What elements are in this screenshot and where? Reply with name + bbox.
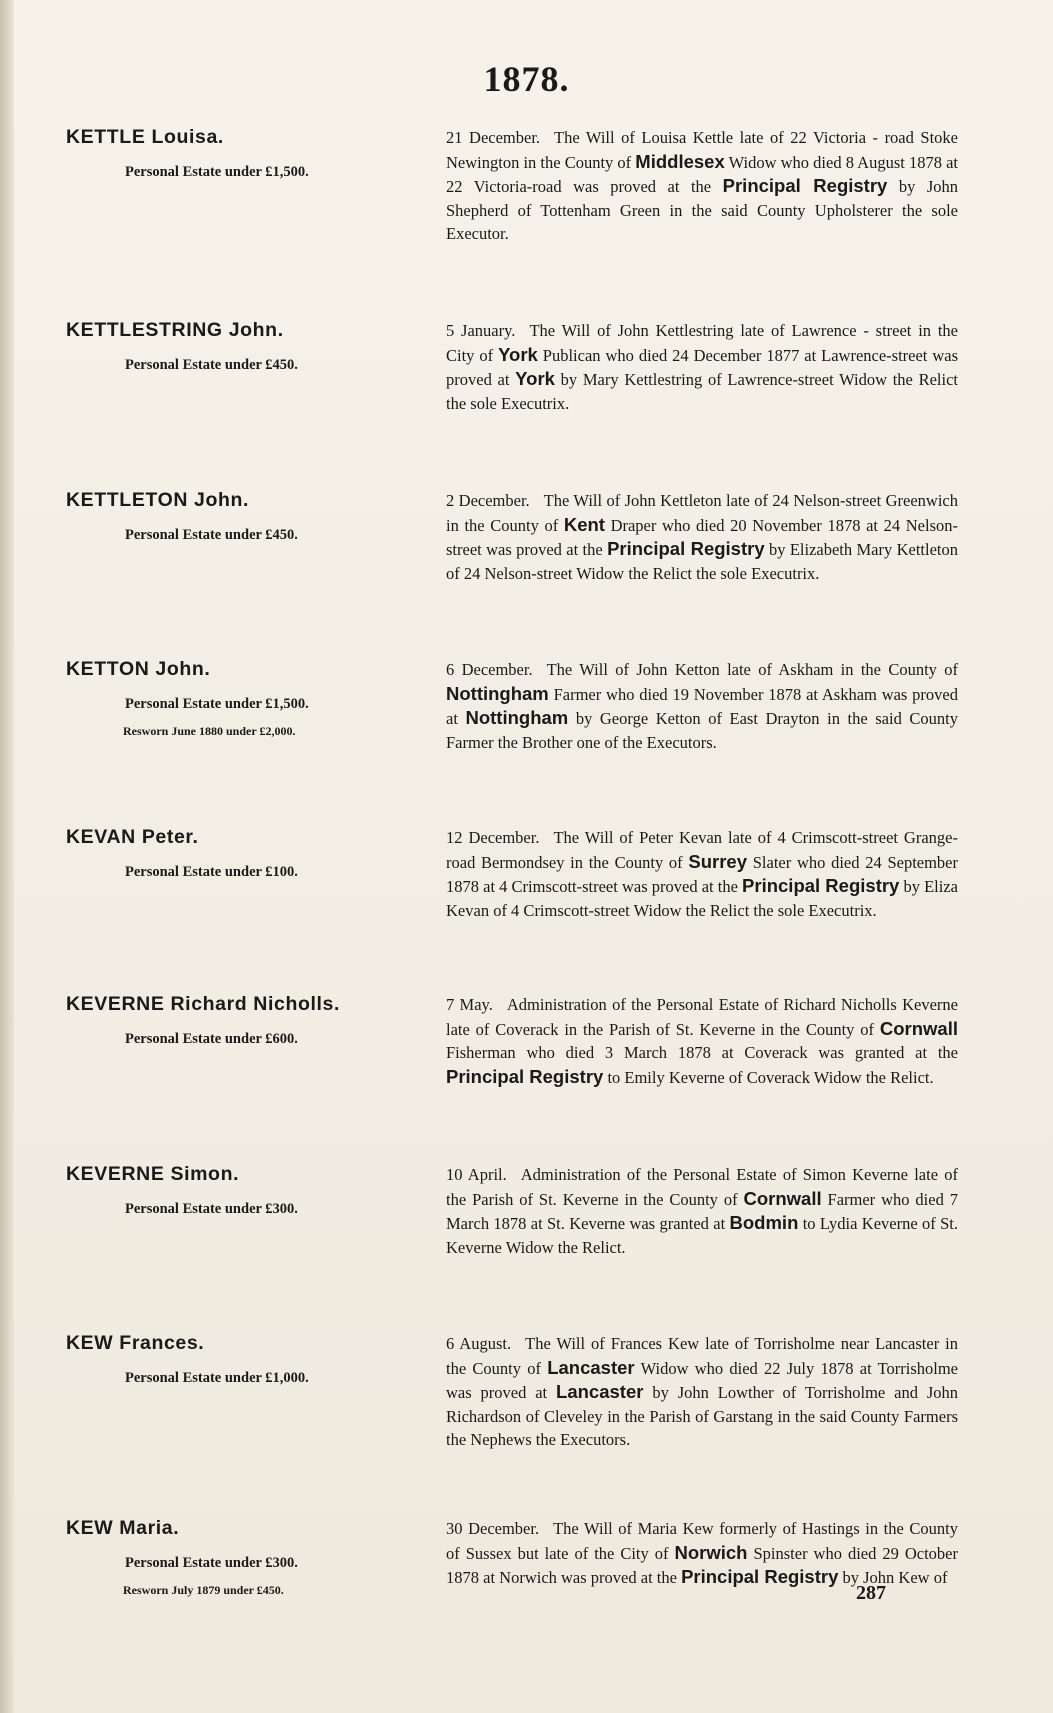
place-name: Lancaster <box>556 1381 644 1403</box>
place-name: Cornwall <box>743 1187 822 1209</box>
place-name: Principal Registry <box>607 538 765 560</box>
entry-text-segment: The Will of Frances Kew late of Torrisholme near Lancaster in the County of <box>446 1334 958 1378</box>
page-number: 287 <box>856 1582 886 1604</box>
place-name: Norwich <box>674 1541 748 1563</box>
entry-text-segment: by John Lowther of Torrisholme and John Richardson of Cleveley in the Parish of Garstang in the said County Farmers the Nephews the Executors. <box>446 1383 958 1450</box>
place-name: Nottingham <box>446 682 549 704</box>
entry-text-segment: Fisherman who died 3 March 1878 at Coverack was granted at the <box>446 1043 958 1063</box>
entry-estate: Personal Estate under £300. <box>125 1201 298 1217</box>
entry-text <box>446 489 958 585</box>
entry-text-segment: Widow who died 22 July 1878 at Torrisholme was proved at <box>446 1358 959 1403</box>
entry-date: 2 December. <box>446 491 530 510</box>
place-name: Bodmin <box>729 1212 799 1234</box>
entry-date: 12 December. <box>446 828 540 847</box>
entry-text-segment: by John Shepherd of Tottenham Green in the said County Upholsterer the sole Executor. <box>446 177 958 244</box>
entry-text <box>446 826 958 922</box>
entry-text <box>446 1517 958 1590</box>
entry-name: KETTLESTRING John. <box>66 319 284 341</box>
entry-text-segment: by John Kew of <box>838 1568 948 1588</box>
entry-text-segment: Farmer who died 7 March 1878 at St. Keverne was granted at <box>446 1189 958 1234</box>
entry-text-segment: The Will of John Kettleton late of 24 Nelson-street Greenwich in the County of <box>446 491 958 535</box>
entry-estate: Personal Estate under £100. <box>125 864 298 880</box>
entry-text-segment: Administration of the Personal Estate of Richard Nicholls Keverne late of Coverack in the Parish of St. Keverne in the County of <box>446 995 958 1039</box>
entry-text-segment: by Mary Kettlestring of Lawrence-street Widow the Relict the sole Executrix. <box>446 370 958 413</box>
entry-date: 6 August. <box>446 1334 512 1353</box>
place-name: York <box>498 343 538 365</box>
entry-date: 7 May. <box>446 995 493 1014</box>
entry-text <box>446 1332 958 1452</box>
place-name: Surrey <box>688 850 748 872</box>
place-name: York <box>515 368 555 390</box>
entry-text <box>446 1163 958 1259</box>
entry-estate: Personal Estate under £450. <box>125 357 298 373</box>
entry-text-segment: Slater who died 24 September 1878 at 4 Crimscott-street was proved at the <box>446 852 959 897</box>
entry-name: KEW Maria. <box>66 1517 180 1539</box>
entry-text-segment: Spinster who died 29 October 1878 at Norwich was proved at the <box>446 1543 958 1588</box>
entry-name: KETTLE Louisa. <box>66 126 224 148</box>
entry-name: KEW Frances. <box>66 1332 205 1354</box>
entry-text-segment: The Will of Louisa Kettle late of 22 Victoria - road Stoke Newington in the County of <box>446 128 958 172</box>
entry-date: 30 December. <box>446 1519 540 1538</box>
entry-text-segment: The Will of Maria Kew formerly of Hastings in the County of Sussex but late of the City of <box>446 1519 958 1563</box>
entry-resworn: Resworn July 1879 under £450. <box>123 1583 284 1597</box>
entry-text <box>446 658 958 754</box>
entry-name: KETTLETON John. <box>66 489 250 511</box>
entry-name: KEVAN Peter. <box>66 826 199 848</box>
entry-resworn: Resworn June 1880 under £2,000. <box>123 724 296 738</box>
entry-text-segment: Draper who died 20 November 1878 at 24 Nelson-street was proved at the <box>446 515 958 560</box>
entry-estate: Personal Estate under £1,500. <box>125 164 309 180</box>
entry-date: 5 January. <box>446 321 516 340</box>
place-name: Middlesex <box>635 150 725 172</box>
entry-estate: Personal Estate under £300. <box>125 1555 298 1571</box>
entry-text-segment: The Will of John Ketton late of Askham in the County of <box>546 660 958 679</box>
entry-text-segment: Publican who died 24 December 1877 at Lawrence-street was proved at <box>446 345 958 390</box>
entry-text-segment: to Lydia Keverne of St. Keverne Widow the Relict. <box>446 1214 959 1257</box>
entry-text-segment: Administration of the Personal Estate of Simon Keverne late of the Parish of St. Keverne in the County of <box>446 1165 958 1209</box>
page-year-heading: 1878. <box>483 59 570 99</box>
entry-name: KEVERNE Richard Nicholls. <box>66 993 340 1015</box>
place-name: Cornwall <box>879 1017 958 1039</box>
entry-estate: Personal Estate under £450. <box>125 527 298 543</box>
entry-text <box>446 993 958 1089</box>
entry-estate: Personal Estate under £600. <box>125 1031 298 1047</box>
entry-text <box>446 126 958 246</box>
entry-text-segment: The Will of John Kettlestring late of Lawrence - street in the City of <box>446 321 958 365</box>
entry-text-segment: to Emily Keverne of Coverack Widow the Relict. <box>603 1067 934 1087</box>
entry-text-segment: Widow who died 8 August 1878 at 22 Victoria-road was proved at the <box>446 152 958 197</box>
place-name: Lancaster <box>547 1356 635 1378</box>
entry-text-segment: by George Ketton of East Drayton in the said County Farmer the Brother one of the Executors. <box>446 709 958 752</box>
page-edge-shadow <box>0 0 14 1713</box>
entry-text-segment: by Eliza Kevan of 4 Crimscott-street Widow the Relict the sole Executrix. <box>446 877 958 920</box>
entry-text-segment: Farmer who died 19 November 1878 at Askham was proved at <box>446 684 958 729</box>
entry-text <box>446 319 958 415</box>
entry-estate: Personal Estate under £1,000. <box>125 1370 309 1386</box>
place-name: Nottingham <box>465 707 569 729</box>
entry-date: 21 December. <box>446 128 541 147</box>
entry-date: 6 December. <box>446 660 533 679</box>
place-name: Principal Registry <box>446 1065 604 1087</box>
entry-name: KEVERNE Simon. <box>66 1163 240 1185</box>
entry-name: KETTON John. <box>66 658 211 680</box>
entry-text-segment: The Will of Peter Kevan late of 4 Crimscott-street Grange-road Bermondsey in the County of <box>446 828 958 872</box>
entry-estate: Personal Estate under £1,500. <box>125 696 309 712</box>
place-name: Kent <box>563 513 605 535</box>
place-name: Principal Registry <box>742 875 900 897</box>
entry-date: 10 April. <box>446 1165 507 1184</box>
entry-text-segment: by Elizabeth Mary Kettleton of 24 Nelson-street Widow the Relict the sole Executrix. <box>446 540 958 583</box>
place-name: Principal Registry <box>722 175 888 197</box>
place-name: Principal Registry <box>681 1566 839 1588</box>
